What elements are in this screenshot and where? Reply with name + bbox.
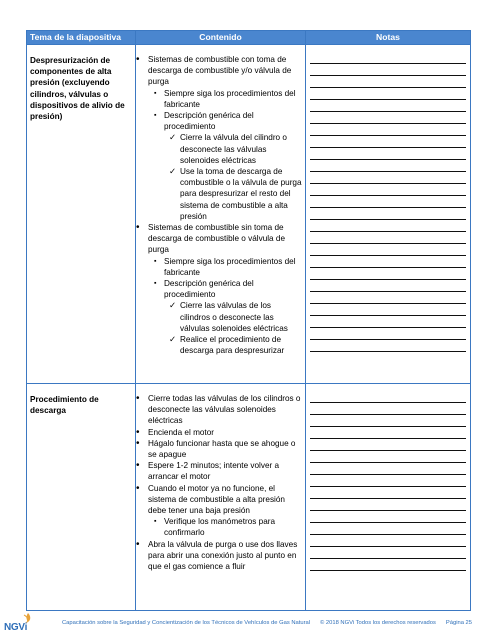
- row-content: [136, 45, 306, 384]
- list-item: [152, 516, 303, 538]
- note-line[interactable]: [310, 523, 466, 535]
- list-item: [168, 334, 303, 356]
- header-slide-topic: Tema de la diapositiva: [27, 31, 136, 45]
- bullet-text: Hágalo funcionar hasta que se ahogue o se apague: [148, 438, 296, 460]
- sub-bullet-text: Descripción genérica del procedimiento: [164, 111, 254, 132]
- note-line[interactable]: [310, 403, 466, 415]
- note-line[interactable]: [310, 415, 466, 427]
- note-line[interactable]: [310, 100, 466, 112]
- table-row: [27, 45, 471, 384]
- list-item: [152, 88, 303, 110]
- bullet-text: Abra la válvula de purga o use dos llaves para abrir una conexión justo al punto en que el gas comience a fluir: [148, 539, 298, 572]
- note-line[interactable]: [310, 268, 466, 280]
- note-line[interactable]: [310, 172, 466, 184]
- notes-area[interactable]: [306, 384, 471, 611]
- note-line[interactable]: [310, 451, 466, 463]
- note-line[interactable]: [310, 340, 466, 352]
- note-line[interactable]: [310, 427, 466, 439]
- note-line[interactable]: [310, 208, 466, 220]
- row-content: [136, 384, 306, 611]
- notes-lines: [310, 52, 466, 352]
- footer-course: Capacitación sobre la Seguridad y Concientización de los Técnicos de Vehículos de Gas Natural: [62, 620, 311, 626]
- note-line[interactable]: [310, 244, 466, 256]
- list-item: [136, 460, 303, 482]
- bullet-text: Cuando el motor ya no funcione, el sistema de combustible a alta presión debe tener una baja presión: [148, 483, 285, 516]
- sub-bullet-text: Siempre siga los procedimientos del fabricante: [164, 88, 296, 109]
- note-line[interactable]: [310, 328, 466, 340]
- note-line[interactable]: [310, 280, 466, 292]
- note-line[interactable]: [310, 160, 466, 172]
- logo-text: NGVi: [4, 622, 28, 633]
- note-line[interactable]: [310, 256, 466, 268]
- row-topic: Despresurización de componentes de alta presión (excluyendo cilindros, válvulas o dispositivos de alivio de presión): [27, 45, 136, 384]
- note-line[interactable]: [310, 184, 466, 196]
- row-topic: Procedimiento de descarga: [27, 384, 136, 611]
- note-line[interactable]: [310, 535, 466, 547]
- note-line[interactable]: [310, 64, 466, 76]
- bullet-text: Cierre todas las válvulas de los cilindros o desconecte las válvulas solenoides eléctricas: [148, 394, 301, 426]
- table-header-row: [27, 31, 471, 45]
- note-line[interactable]: [310, 148, 466, 160]
- list-item: [168, 166, 303, 222]
- note-line[interactable]: [310, 475, 466, 487]
- table-row: [27, 384, 471, 611]
- footer-page-number: Página 25: [445, 620, 472, 626]
- notes-lines: [310, 391, 466, 571]
- list-item: [152, 256, 303, 278]
- note-line[interactable]: [310, 196, 466, 208]
- note-line[interactable]: [310, 52, 466, 64]
- note-line[interactable]: [310, 439, 466, 451]
- check-item-text: Cierre la válvula del cilindro o desconecte las válvulas solenoides eléctricas: [180, 133, 287, 165]
- bullet-text: Sistemas de combustible con toma de descarga de combustible y/o válvula de purga: [148, 55, 292, 87]
- note-line[interactable]: [310, 220, 466, 232]
- note-line[interactable]: [310, 463, 466, 475]
- note-line[interactable]: [310, 292, 466, 304]
- list-item: [136, 393, 303, 427]
- note-line[interactable]: [310, 232, 466, 244]
- list-item: [136, 54, 303, 222]
- bullet-text: Espere 1-2 minutos; intente volver a arrancar el motor: [148, 461, 280, 482]
- sub-bullet-text: Verifique los manómetros para confirmarlo: [164, 517, 276, 538]
- list-item: [152, 110, 303, 222]
- note-line[interactable]: [310, 316, 466, 328]
- slide-notes-table: [26, 30, 471, 611]
- note-line[interactable]: [310, 76, 466, 88]
- list-item: [168, 132, 303, 166]
- list-item: [136, 427, 303, 438]
- note-line[interactable]: [310, 112, 466, 124]
- notes-area[interactable]: [306, 45, 471, 384]
- note-line[interactable]: [310, 136, 466, 148]
- list-item: [136, 438, 303, 460]
- note-line[interactable]: [310, 511, 466, 523]
- list-item: [136, 483, 303, 539]
- note-line[interactable]: [310, 559, 466, 571]
- list-item: [136, 222, 303, 356]
- header-notes: Notas: [306, 31, 471, 45]
- note-line[interactable]: [310, 499, 466, 511]
- sub-bullet-text: Siempre siga los procedimientos del fabricante: [164, 256, 296, 277]
- footer-copyright: © 2018 NGVi Todos los derechos reservados: [320, 620, 436, 626]
- bullet-text: Encienda el motor: [148, 427, 214, 437]
- check-item-text: Realice el procedimiento de descarga para despresurizar: [180, 335, 285, 356]
- list-item: [152, 278, 303, 356]
- note-line[interactable]: [310, 124, 466, 136]
- list-item: [168, 300, 303, 334]
- bullet-text: Sistemas de combustible sin toma de descarga de combustible o válvula de purga: [148, 223, 285, 255]
- page-footer: [0, 614, 494, 634]
- note-line[interactable]: [310, 304, 466, 316]
- note-line[interactable]: [310, 88, 466, 100]
- note-line[interactable]: [310, 487, 466, 499]
- note-line[interactable]: [310, 391, 466, 403]
- header-content: Contenido: [136, 31, 306, 45]
- list-item: [136, 539, 303, 573]
- check-item-text: Cierre las válvulas de los cilindros o desconecte las válvulas solenoides eléctricas: [180, 301, 288, 333]
- note-line[interactable]: [310, 547, 466, 559]
- check-item-text: Use la toma de descarga de combustible o la válvula de purga para despresurizar el resto del sistema de combustible a alta presión: [180, 167, 302, 221]
- footer-text: [62, 620, 472, 626]
- sub-bullet-text: Descripción genérica del procedimiento: [164, 279, 254, 300]
